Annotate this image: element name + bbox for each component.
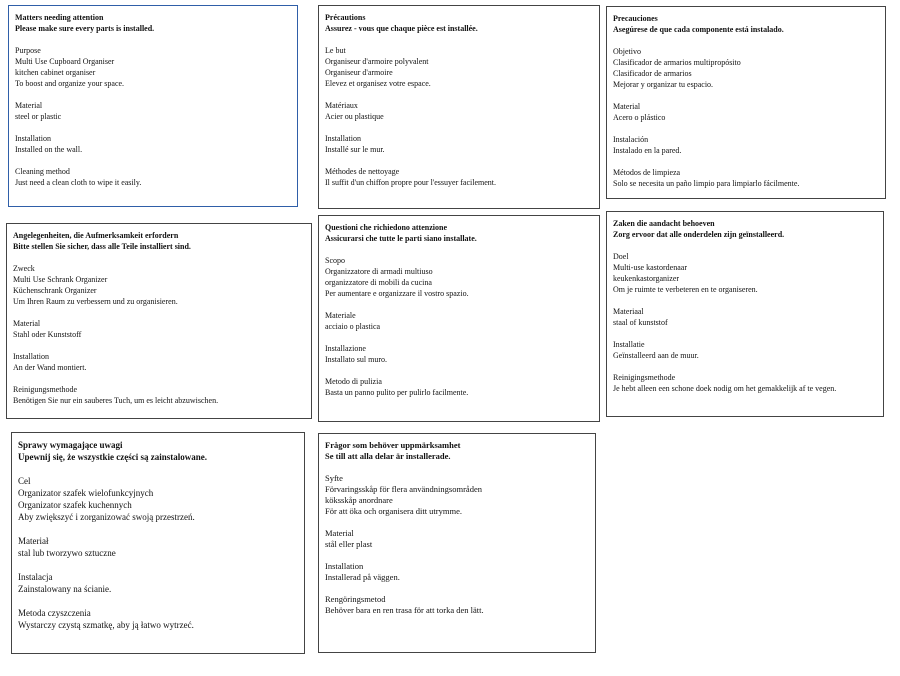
section-label: Installatie bbox=[613, 340, 645, 349]
section-purpose bbox=[325, 45, 593, 89]
section-label: Le but bbox=[325, 46, 346, 55]
section-material bbox=[13, 318, 305, 340]
section-line: Installato sul muro. bbox=[325, 355, 387, 364]
section-line: Elevez et organisez votre espace. bbox=[325, 79, 431, 88]
section-line: Il suffit d'un chiffon propre pour l'essuyer facilement. bbox=[325, 178, 496, 187]
section-line: Wystarczy czystą szmatkę, aby ją łatwo wytrzeć. bbox=[18, 620, 194, 630]
section-purpose bbox=[18, 475, 298, 523]
section-line: Om je ruimte te verbeteren en te organiseren. bbox=[613, 285, 758, 294]
section-installation bbox=[613, 134, 879, 156]
section-label: Doel bbox=[613, 252, 629, 261]
section-line: Um Ihren Raum zu verbessern und zu organisieren. bbox=[13, 297, 178, 306]
section-purpose bbox=[325, 255, 593, 299]
section-cleaning bbox=[325, 166, 593, 188]
section-purpose bbox=[613, 251, 877, 295]
section-purpose bbox=[15, 45, 291, 89]
card-subheading: Se till att alla delar är installerade. bbox=[325, 451, 451, 461]
section-line: Förvaringsskåp för flera användningsområden bbox=[325, 484, 482, 494]
section-line: Acero o plástico bbox=[613, 113, 666, 122]
section-label: Rengöringsmetod bbox=[325, 594, 386, 604]
section-line: Zainstalowany na ścianie. bbox=[18, 584, 112, 594]
card-heading: Zaken die aandacht behoeven bbox=[613, 219, 715, 228]
section-cleaning bbox=[13, 384, 305, 406]
card-italian bbox=[318, 215, 600, 422]
section-line: Clasificador de armarios bbox=[613, 69, 692, 78]
section-label: Installazione bbox=[325, 344, 366, 353]
section-label: Material bbox=[13, 319, 41, 328]
section-cleaning bbox=[325, 376, 593, 398]
section-label: Material bbox=[325, 528, 354, 538]
section-cleaning bbox=[325, 594, 589, 616]
section-line: Küchenschrank Organizer bbox=[13, 286, 97, 295]
card-subheading: Assicurarsi che tutte le parti siano installate. bbox=[325, 234, 477, 243]
section-label: Méthodes de nettoyage bbox=[325, 167, 400, 176]
section-label: Material bbox=[15, 101, 43, 110]
section-line: stal lub tworzywo sztuczne bbox=[18, 548, 116, 558]
section-label: Métodos de limpieza bbox=[613, 168, 681, 177]
section-line: Organiseur d'armoire polyvalent bbox=[325, 57, 429, 66]
section-line: Organizzatore di armadi multiuso bbox=[325, 267, 433, 276]
section-line: Basta un panno pulito per pulirlo facilmente. bbox=[325, 388, 469, 397]
section-installation bbox=[325, 133, 593, 155]
card-subheading: Upewnij się, że wszystkie części są zainstalowane. bbox=[18, 452, 207, 462]
section-purpose bbox=[13, 263, 305, 307]
section-line: acciaio o plastica bbox=[325, 322, 381, 331]
section-label: Installation bbox=[15, 134, 51, 143]
section-line: Aby zwiększyć i zorganizować swoją przestrzeń. bbox=[18, 512, 195, 522]
section-label: Cleaning method bbox=[15, 167, 70, 176]
section-material bbox=[613, 101, 879, 123]
section-line: Geïnstalleerd aan de muur. bbox=[613, 351, 699, 360]
section-line: Instalado en la pared. bbox=[613, 146, 682, 155]
section-cleaning bbox=[15, 166, 291, 188]
section-line: Multi Use Schrank Organizer bbox=[13, 275, 108, 284]
section-label: Materiale bbox=[325, 311, 356, 320]
card-subheading: Asegúrese de que cada componente está instalado. bbox=[613, 25, 784, 34]
section-cleaning bbox=[18, 607, 298, 631]
section-material bbox=[613, 306, 877, 328]
section-installation bbox=[325, 343, 593, 365]
section-label: Reinigungsmethode bbox=[13, 385, 77, 394]
section-installation bbox=[15, 133, 291, 155]
section-line: organizzatore di mobili da cucina bbox=[325, 278, 432, 287]
section-installation bbox=[18, 571, 298, 595]
section-label: Installation bbox=[13, 352, 49, 361]
section-line: Acier ou plastique bbox=[325, 112, 384, 121]
section-material bbox=[325, 528, 589, 550]
section-line: Installerad på väggen. bbox=[325, 572, 400, 582]
section-label: Metodo di pulizia bbox=[325, 377, 382, 386]
section-label: Materiał bbox=[18, 536, 49, 546]
card-heading: Precauciones bbox=[613, 14, 658, 23]
section-label: Purpose bbox=[15, 46, 41, 55]
section-line: Benötigen Sie nur ein sauberes Tuch, um es leicht abzuwischen. bbox=[13, 396, 219, 405]
section-line: Multi-use kastordenaar bbox=[613, 263, 687, 272]
section-installation bbox=[613, 339, 877, 361]
card-heading: Frågor som behöver uppmärksamhet bbox=[325, 440, 461, 450]
section-line: An der Wand montiert. bbox=[13, 363, 87, 372]
section-line: stål eller plast bbox=[325, 539, 373, 549]
section-material bbox=[325, 100, 593, 122]
section-label: Instalacja bbox=[18, 572, 53, 582]
section-label: Zweck bbox=[13, 264, 35, 273]
card-subheading: Assurez - vous que chaque pièce est installée. bbox=[325, 24, 478, 33]
section-label: Instalación bbox=[613, 135, 649, 144]
card-polish bbox=[11, 432, 305, 654]
section-label: Material bbox=[613, 102, 641, 111]
card-dutch bbox=[606, 211, 884, 417]
section-line: Solo se necesita un paño limpio para limpiarlo fácilmente. bbox=[613, 179, 800, 188]
section-line: Stahl oder Kunststoff bbox=[13, 330, 82, 339]
section-label: Installation bbox=[325, 561, 364, 571]
section-line: staal of kunststof bbox=[613, 318, 668, 327]
section-line: Installé sur le mur. bbox=[325, 145, 385, 154]
section-line: Organiseur d'armoire bbox=[325, 68, 393, 77]
card-heading: Précautions bbox=[325, 13, 366, 22]
section-cleaning bbox=[613, 167, 879, 189]
card-heading: Sprawy wymagające uwagi bbox=[18, 440, 123, 450]
section-label: Installation bbox=[325, 134, 361, 143]
section-installation bbox=[325, 561, 589, 583]
section-line: För att öka och organisera ditt utrymme. bbox=[325, 506, 462, 516]
section-label: Cel bbox=[18, 476, 31, 486]
section-cleaning bbox=[613, 372, 877, 394]
section-line: Mejorar y organizar tu espacio. bbox=[613, 80, 714, 89]
section-line: Organizator szafek kuchennych bbox=[18, 500, 132, 510]
section-line: To boost and organize your space. bbox=[15, 79, 125, 88]
section-line: Behöver bara en ren trasa för att torka den lätt. bbox=[325, 605, 484, 615]
section-line: kitchen cabinet organiser bbox=[15, 68, 96, 77]
card-german bbox=[6, 223, 312, 419]
section-material bbox=[325, 310, 593, 332]
card-subheading: Bitte stellen Sie sicher, dass alle Teile installiert sind. bbox=[13, 242, 191, 251]
section-line: Je hebt alleen een schone doek nodig om het gemakkelijk af te vegen. bbox=[613, 384, 837, 393]
section-line: Organizator szafek wielofunkcyjnych bbox=[18, 488, 154, 498]
section-label: Syfte bbox=[325, 473, 343, 483]
section-label: Matériaux bbox=[325, 101, 358, 110]
section-line: Just need a clean cloth to wipe it easily. bbox=[15, 178, 142, 187]
section-label: Metoda czyszczenia bbox=[18, 608, 91, 618]
section-label: Scopo bbox=[325, 256, 345, 265]
section-line: köksskåp anordnare bbox=[325, 495, 393, 505]
section-purpose bbox=[325, 473, 589, 517]
section-label: Reinigingsmethode bbox=[613, 373, 676, 382]
section-installation bbox=[13, 351, 305, 373]
card-french bbox=[318, 5, 600, 209]
card-heading: Matters needing attention bbox=[15, 13, 104, 22]
section-line: steel or plastic bbox=[15, 112, 62, 121]
card-subheading: Please make sure every parts is installed. bbox=[15, 24, 155, 33]
card-english bbox=[8, 5, 298, 207]
section-line: keukenkastorganizer bbox=[613, 274, 680, 283]
section-purpose bbox=[613, 46, 879, 90]
section-label: Materiaal bbox=[613, 307, 644, 316]
card-spanish bbox=[606, 6, 886, 199]
card-heading: Questioni che richiedono attenzione bbox=[325, 223, 447, 232]
card-subheading: Zorg ervoor dat alle onderdelen zijn geïnstalleerd. bbox=[613, 230, 785, 239]
section-label: Objetivo bbox=[613, 47, 641, 56]
card-swedish bbox=[318, 433, 596, 653]
section-line: Per aumentare e organizzare il vostro spazio. bbox=[325, 289, 469, 298]
section-line: Clasificador de armarios multipropósito bbox=[613, 58, 741, 67]
card-heading: Angelegenheiten, die Aufmerksamkeit erfordern bbox=[13, 231, 179, 240]
section-material bbox=[18, 535, 298, 559]
section-line: Multi Use Cupboard Organiser bbox=[15, 57, 115, 66]
section-material bbox=[15, 100, 291, 122]
section-line: Installed on the wall. bbox=[15, 145, 83, 154]
